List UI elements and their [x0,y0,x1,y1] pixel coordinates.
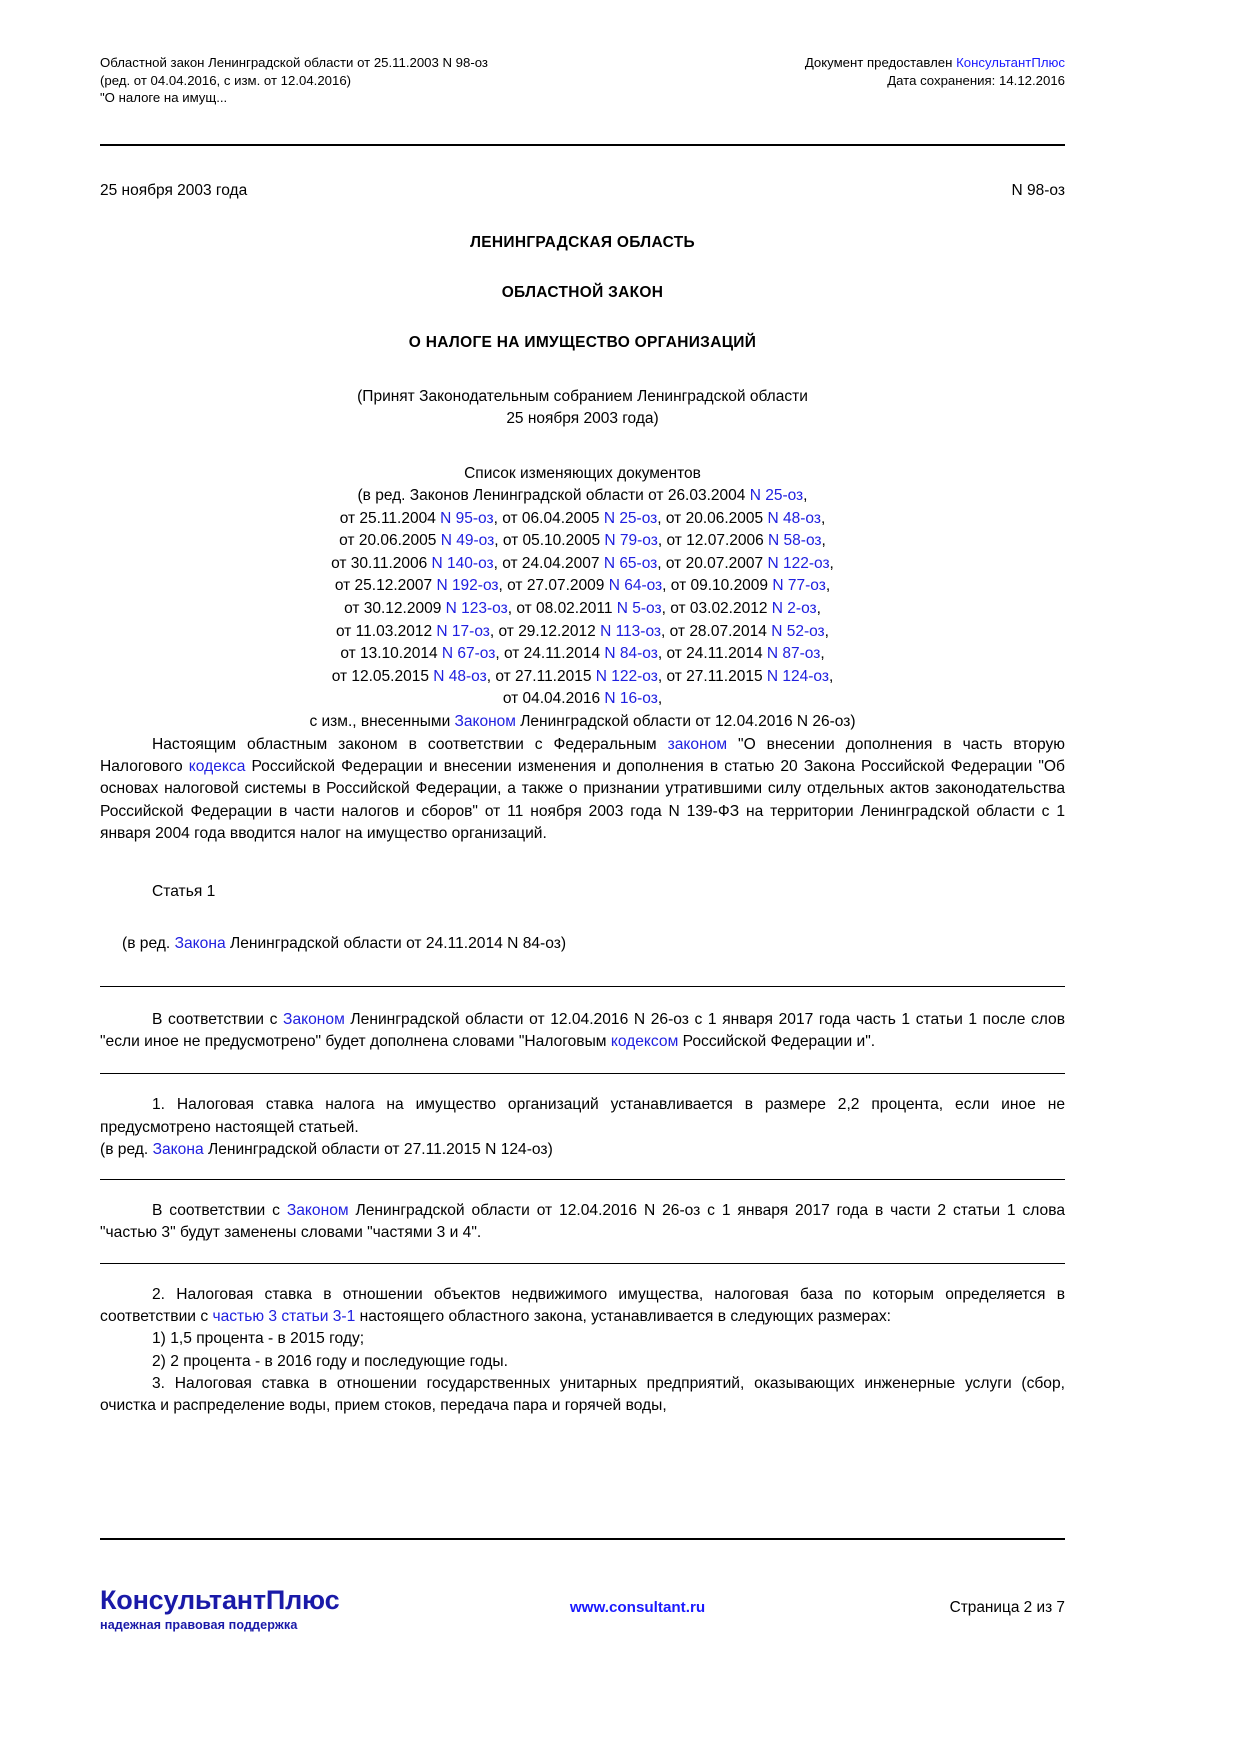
amending-document-line [100,598,1065,621]
header-provided-by [805,54,1065,72]
text-run: , [824,622,829,640]
clause-2-list-item: 2) 2 процента - в 2016 году и последующие годы. [152,1352,508,1370]
text-run: (в ред. [100,1140,153,1158]
text-run: Ленинградской области от 27.11.2015 N 124-оз) [203,1140,553,1158]
preamble-paragraph [100,734,1065,845]
text-run: от 30.12.2009 [344,600,446,618]
text-run: "О внесении дополнения в часть вторую Налогового [100,735,1065,775]
title-document-type: ОБЛАСТНОЙ ЗАКОН [501,283,664,301]
text-run: , [829,554,834,572]
text-run: с изм., внесенными [309,713,455,731]
amending-document-line [100,553,1065,576]
document-reference-link[interactable]: N 65-оз [603,554,658,572]
text-run: (в ред. [122,935,175,953]
amending-document-line [100,643,1065,666]
text-run: , от 24.11.2014 [495,645,605,663]
amending-documents-heading: Список изменяющих документов [464,464,701,482]
text-run: В соответствии с [152,1010,284,1028]
amending-document-line [100,485,1065,508]
note-box-part2 [100,1180,1065,1264]
text-run: от 20.06.2005 [339,532,441,550]
document-reference-link[interactable]: N 122-оз [595,667,658,685]
clause-2-box [100,1264,1065,1436]
document-reference-link[interactable]: N 124-оз [766,667,829,685]
text-run: от 04.04.2016 [502,690,605,708]
text-run: , от 27.07.2009 [498,577,609,595]
text-run: настоящего областного закона, устанавливается в следующих размерах: [355,1308,892,1326]
text-run: от 12.05.2015 [331,667,434,685]
document-dateline [100,182,1065,200]
text-run: Российской Федерации и". [678,1033,876,1050]
clause-2-list-item: 1) 1,5 процента - в 2015 году; [152,1330,365,1348]
text-run: , [803,487,808,505]
dateline-date: 25 ноября 2003 года [100,181,248,199]
text-run: , от 20.06.2005 [657,509,768,527]
note-part1-text [100,1009,1065,1054]
text-run: , [825,577,831,595]
document-reference-link[interactable]: Законом [454,713,516,731]
text-run: , от 03.02.2012 [661,600,772,618]
document-reference-link[interactable]: N 123-оз [445,600,508,618]
document-header [100,0,1065,107]
page-content [100,0,1065,1436]
amending-documents-lines [100,485,1065,734]
document-footer [100,1585,1065,1632]
document-reference-link[interactable]: N 95-оз [440,509,494,527]
document-reference-link[interactable]: N 87-оз [766,645,821,663]
header-provider-info [805,54,1065,89]
text-run: от 25.11.2004 [339,509,441,527]
header-doc-title-line2: (ред. от 04.04.2016, с изм. от 12.04.2016) [100,72,352,88]
document-reference-link[interactable]: N 16-оз [604,690,658,708]
text-run: 2. Налоговая ставка в отношении объектов недвижимого имущества, налоговая база по которым определяется в соответствии с [100,1285,1065,1326]
text-run: Ленинградской области от 12.04.2016 N 26-оз с 1 января 2017 года в части 2 статьи 1 слова "частью 3" будут заменены словами "частями 3 и 4". [100,1202,1065,1242]
document-reference-link[interactable]: N 77-оз [772,577,826,595]
text-run: , [821,532,826,550]
document-reference-link[interactable]: N 52-оз [771,622,825,640]
document-reference-link[interactable]: Закона [174,935,226,953]
document-reference-link[interactable]: Закона [152,1140,204,1158]
clause-2-items [100,1328,1065,1373]
text-run: , от 12.07.2006 [657,532,769,550]
document-reference-link[interactable]: N 64-оз [608,577,663,595]
adoption-line1: (Принят Законодательным собранием Ленинградской области [357,387,808,405]
header-doc-title-line1: Областной закон Ленинградской области от 25.11.2003 N 98-оз [100,55,488,70]
header-save-date: Дата сохранения: 14.12.2016 [887,72,1065,88]
header-divider-rule [100,144,1065,146]
text-run: , [657,690,663,708]
document-reference-link[interactable]: N 5-оз [616,600,662,618]
note-box-part1 [100,986,1065,1075]
clause-3-text [100,1373,1065,1418]
text-run: , от 05.10.2005 [494,532,605,550]
text-run: , [828,667,834,685]
text-run: В соответствии с [152,1202,287,1220]
text-run: , от 06.04.2005 [493,509,604,527]
clause-1-revision-note [100,1139,1065,1161]
title-subject: О НАЛОГЕ НА ИМУЩЕСТВО ОРГАНИЗАЦИЙ [408,333,757,351]
document-reference-link[interactable]: N 48-оз [433,667,487,685]
consultant-plus-link[interactable]: КонсультантПлюс [956,55,1065,70]
text-run: , от 09.10.2009 [662,577,773,595]
text-run: Ленинградской области от 12.04.2016 N 26-оз с 1 января 2017 года часть 1 статьи 1 после слов "если иное не предусмотрено" будет дополнена словами "Налоговым [100,1010,1065,1050]
document-reference-link[interactable]: Законом [286,1202,349,1220]
footer-logo [100,1585,430,1632]
amending-document-line [100,575,1065,598]
amending-document-line [100,711,1065,734]
document-reference-link[interactable]: N 79-оз [604,532,658,550]
text-run: , от 29.12.2012 [489,622,601,640]
document-reference-link[interactable]: N 2-оз [771,600,817,618]
document-reference-link[interactable]: N 67-оз [441,645,496,663]
document-reference-link[interactable]: N 192-оз [436,577,499,595]
text-run: 3. Налоговая ставка в отношении государственных унитарных предприятий, оказывающих инженерные услуги (сбор, очистка и распределение воды, прием стоков, передача пара и горячей воды, [100,1374,1065,1415]
text-run: , [820,509,826,527]
text-run: от 11.03.2012 [336,622,437,640]
amending-document-line [100,688,1065,711]
text-run: Настоящим областным законом в соответствии с Федеральным [152,735,668,753]
dateline-number: N 98-оз [1011,181,1065,199]
document-reference-link[interactable]: N 84-оз [604,645,658,663]
header-doc-title-line3: "О налоге на имущ... [100,90,228,105]
document-reference-link[interactable]: законом [667,735,728,753]
amending-document-line [100,530,1065,553]
title-block [100,234,1065,352]
document-reference-link[interactable]: Законом [283,1010,345,1028]
document-reference-link[interactable]: частью 3 статьи 3-1 [212,1308,356,1326]
clause-1-box [100,1074,1065,1180]
text-run: , от 28.07.2014 [661,622,772,640]
footer-divider-rule [100,1538,1065,1540]
text-run: от 30.11.2006 [331,554,432,572]
text-run: (в ред. Законов Ленинградской области от 26.03.2004 [357,487,750,505]
document-reference-link[interactable]: N 58-оз [768,532,822,550]
amending-documents-block [100,463,1065,734]
text-run: , [816,600,821,618]
amending-document-line [100,508,1065,531]
text-run: , от 24.04.2007 [493,554,604,572]
amending-document-line [100,666,1065,689]
document-reference-link[interactable]: N 17-оз [436,622,490,640]
header-provided-by-label: Документ предоставлен [804,55,957,70]
clause-1-text [100,1094,1065,1139]
text-run: , от 20.07.2007 [657,554,768,572]
document-reference-link[interactable]: N 122-оз [767,554,830,572]
adoption-line2: 25 ноября 2003 года) [506,409,659,427]
document-reference-link[interactable]: N 113-оз [600,622,662,640]
document-reference-link[interactable]: N 25-оз [603,509,658,527]
document-reference-link[interactable]: N 140-оз [431,554,494,572]
text-run: от 25.12.2007 [334,577,437,595]
text-run: от 13.10.2014 [340,645,442,663]
text-run: , от 08.02.2011 [507,600,617,618]
footer-logo-text: КонсультантПлюс [100,1585,340,1615]
footer-website-link[interactable]: www.consultant.ru [569,1599,706,1616]
footer-rule-wrap [100,1538,1065,1540]
text-run: 1. Налоговая ставка налога на имущество организаций устанавливается в размере 2,2 процента, если иное не предусмотрено настоящей статьей. [100,1096,1065,1136]
text-run: Российской Федерации и внесении изменения и дополнения в статью 20 Закона Российской Федерации "Об основах налоговой системы в Российской Федерации, а также о признании утратившими силу отдельных актов законодательства Российской Федерации в части налогов и сборов" от 11 ноября 2003 года N 139-ФЗ на территории Ленинградской области с 1 января 2004 года вводится налог на имущество организаций. [100,757,1065,842]
note-part2-text [100,1200,1065,1245]
adoption-note [100,386,1065,430]
footer-page-number: Страница 2 из 7 [949,1599,1065,1616]
document-reference-link[interactable]: N 25-оз [749,487,804,505]
text-run: Ленинградской области от 24.11.2014 N 84-оз) [225,935,567,953]
article-revision-note [100,933,1065,955]
text-run: Ленинградской области от 12.04.2016 N 26-оз) [515,713,856,731]
amending-document-line [100,621,1065,644]
document-reference-link[interactable]: N 49-оз [440,532,495,550]
text-run: , от 24.11.2014 [657,645,767,663]
article-heading: Статья 1 [152,883,216,901]
title-region: ЛЕНИНГРАДСКАЯ ОБЛАСТЬ [470,233,695,251]
document-reference-link[interactable]: кодексом [610,1033,679,1050]
footer-logo-tagline: надежная правовая поддержка [100,1618,298,1632]
header-document-info [100,54,488,107]
text-run: , [820,645,825,663]
text-run: , от 27.11.2015 [486,667,596,685]
text-run: , от 27.11.2015 [657,667,767,685]
clause-2-intro [100,1284,1065,1329]
document-reference-link[interactable]: кодекса [188,757,246,775]
document-reference-link[interactable]: N 48-оз [767,509,821,527]
